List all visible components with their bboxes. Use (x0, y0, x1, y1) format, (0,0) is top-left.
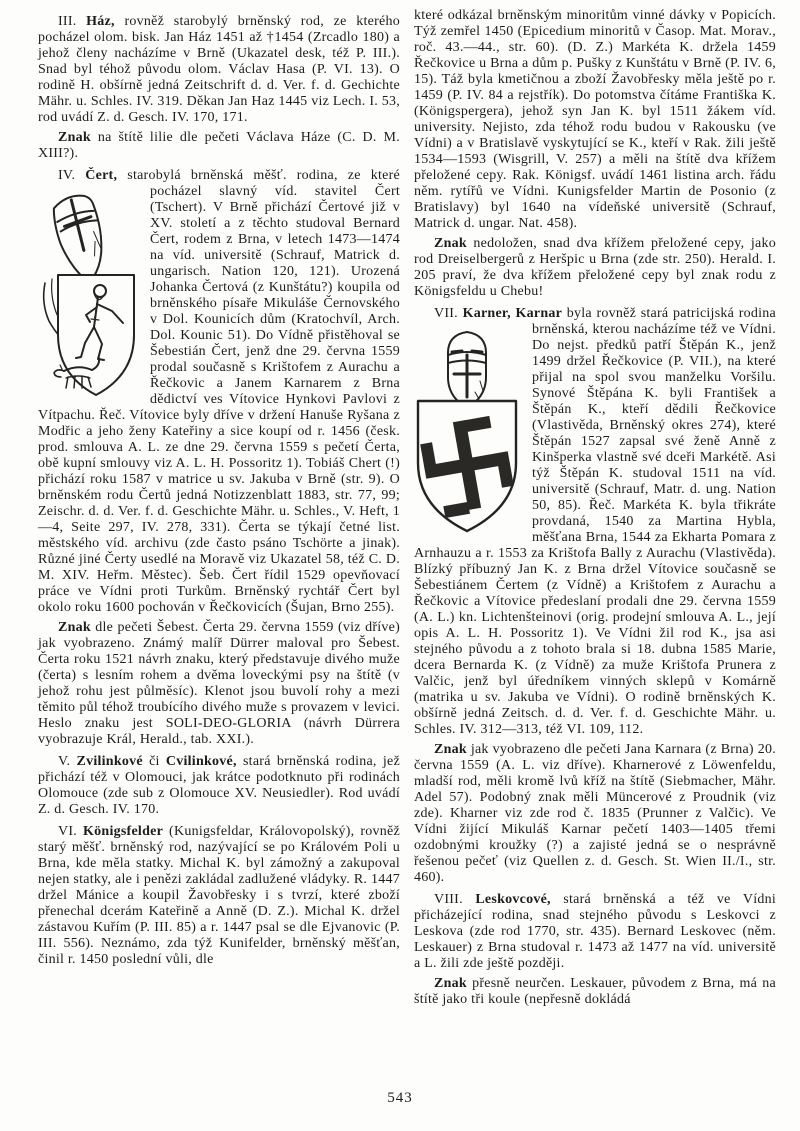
paragraph (414, 236, 776, 300)
body-text: které pocházel slavný víd. stavitel Čert (Tschert). V Brně přichází Čertové již v XV. století a z těchto studoval Bernard Čert, rodem z Brna, v letech 1473—1474 na víd. universitě (Schrauf, Matrick d. ungarisch. Nation 120, 121). Urozená Johanka Čertová (z Kunštátu?) koupila od brněnského písaře Mikuláše Černovského v Dol. Kounicích dům (Kratochvíl, Arch. Dol. Kounic 51). Do Vídně přistěhoval se Šebestián Čert, jenž dne 29. června 1559 prodal současně s Krištofem z Aurachu a Řečkovic a Janem Karnarem z Brna dědictví ves Vítovice Hynkovi Pavlovi z Vítpachu. Řeč. Vítovice byly dříve v držení Hanuše Ryšana z Modřic a jeho ženy Kateřiny a sice koupí od r. 1456 (česk. prod. smlouva A. L. ze dne 29. června 1559 s pečetí Čerta, obě kupní smlouvy viz A. L. H. Possoritz 1). Tobiáš Chert (!) přichází roku 1587 v matrice u sv. Jakuba v Brně (str. 9). O brněnském rodu Čertů jedná Notizzenblatt 1883, str. 77, 99; Zeischr. d. d. Ver. f. d. Geschichte Mähr. u. Schles., V. Heft, 1—4, Seite 297, IV. 278, 331). Čerta se týkají četné list. městského víd. archivu (zde často psáno Tschörte a jinak). Různé jiné Čerty usedlé na Moravě viz Ukazatel 58, též C. D. M. XIV. Heřm. Městec). Šeb. Čert řídil 1529 opevňovací práce ve Vídni proti Turkům. Brněnský rychtář Čert byl okolo roku 1600 pochován v Řečkovicích (Šujan, Brno 255). (38, 168, 400, 615)
paragraph (414, 8, 776, 232)
body-text: VII. (434, 306, 463, 321)
paragraph (38, 824, 400, 968)
body-text: přesně neurčen. Leskauer, původem z Brna, má na štítě jako tři koule (nepřesně dokládá (414, 976, 776, 1007)
emphasized-text: Znak (434, 976, 467, 991)
paragraph (38, 754, 400, 818)
body-text: stará brněnská a též ve Vídni přicházející rodina, snad stejného původu s Leskovci z Leskova (zde rod 1770, str. 435). Bernard Leskovec (něm. Leskauer) z Brna studoval r. 1473 až 1477 na víd. universitě a L. žili zde ještě později. (414, 892, 776, 971)
body-text: nedoložen, snad dva křížem přeložené cepy, jako rod Dreiselbergerů z Heršpic u Brna (zde str. 250). Herald. I. 205 praví, že dva křížem přeložené cepy byl znak rodu z Königsfeldu u Chebu! (414, 236, 776, 299)
body-text: či (142, 754, 166, 769)
emphasized-text: Königsfelder (83, 824, 164, 839)
emphasized-text: Zvilinkové (76, 754, 143, 769)
paragraph (38, 130, 400, 162)
emphasized-text: Čert, (85, 168, 118, 183)
body-text: rovněž starobylý brněnský rod, ze kterého pocházel olom. bisk. Jan Ház 1451 až †1454 (Zrcadlo 180) a jehož členy nacházíme v Brně (Ukazatel desk, též P. III.). Snad byl téhož původu olom. Václav Hasa (P. VI. 13). O rodině H. obšírně jedná Zeitschrift d. d. Ver. f. d. Gechichte Mähr. u. Schles. IV. 319. Děkan Jan Haz 1445 viz Lech. I. 53, rod uvádí Z. d. Gesch. IV. 170, 171. (38, 14, 400, 125)
column-right (414, 8, 776, 1008)
body-text: III. (58, 14, 87, 29)
emphasized-text: Znak (58, 620, 91, 635)
emphasized-text: Cvilinkové, (165, 754, 237, 769)
body-text: na štítě lilie dle pečeti Václava Háze (C. D. M. XIII?). (38, 130, 400, 161)
emphasized-text: Ház, (86, 14, 115, 29)
paragraph (414, 976, 776, 1008)
page-number: 543 (387, 1090, 413, 1106)
body-text: dle pečeti Šebest. Čerta 29. června 1559 (viz dříve) jak vyobrazeno. Známý malíř Dürrer maloval pro Šebest. Čerta roku 1521 návrh znaku, který představuje divého muže (čerta) s lesním rohem a dvěma loveckými psy na štítě (v jehož rohu jest půlměsíc). Klenot jsou buvolí rohy a mezi těmito půl téhož troubícího divého muže s provazem v levici. Heslo znaku jest SOLI-DEO-GLORIA (návrh Dürrera vyobrazuje Král, Herald., tab. XXI.). (38, 620, 400, 747)
paragraph (414, 742, 776, 886)
paragraph (414, 892, 776, 972)
emphasized-text: Znak (434, 236, 467, 251)
body-text: byla rovněž stará (562, 306, 674, 321)
emphasized-text: Karner, Karnar (462, 306, 563, 321)
column-left (38, 8, 400, 1008)
paragraph (38, 168, 400, 616)
emphasized-text: Leskovcové, (475, 892, 551, 907)
cert-coat-of-arms-drawing (38, 187, 138, 401)
body-text: jak vyobrazeno dle pečeti Jana Karnara (z Brna) 20. června 1559 (A. L. viz dříve). Kharnerové z Löwenfeldu, mladší rod, měli kromě lvů kříž na štítě (Siebmacher, Mähr. Adel 57). Podobný znak měli Müncerové z Proudnik (viz zde). Kharner viz zde rod č. 1835 (Prunner z Valčic). Ve Vídni žijící Mikuláš Karnar pečetí 1403—1405 třemi ozdobnými kroužky (?) a zajisté jedná se o nesprávně řešenou pečeť (viz Quellen z. d. Gesch. St. Wien II./I., str. 460). (414, 742, 776, 885)
body-text: stará brněnská rodina, jež přichází též v Olomouci, jak krátce podotknuto při rodinách Olomouce (zde sub z Olomouce XV. Neusiedler). Rod uvádí Z. d. Gesch. IV. 170. (38, 754, 400, 817)
body-text: VI. (58, 824, 84, 839)
body-text: VIII. (434, 892, 476, 907)
cert-coat-of-arms (38, 187, 138, 401)
emphasized-text: Znak (434, 742, 467, 757)
karner-coat-of-arms (414, 325, 520, 537)
emphasized-text: Znak (58, 130, 91, 145)
body-text: IV. (58, 168, 86, 183)
paragraph (38, 620, 400, 748)
body-text: které odkázal brněnským minoritům vinné dávky v Popicích. Týž zemřel 1450 (Epicedium minoritů v Časop. Mat. Morav., roč. 43.—44., str. 60). (D. Z.) Markéta K. držela 1459 Řečkovice u Brna a dům p. Pušky z Kunštátu v Brně (P. IV. 6, 15). Táž byla kmetičnou a zboží Žavobřesky měla ještě po r. 1459 (P. IV. 84 a rejstřík). Do potomstva čítáme Františka K. (Königspergera), jehož syn Jan K. byl 1511 žákem víd. university. Nejisto, zda téhož rodu budou v Rakousku (ve Vídni) a v Bratislavě vyskytující se K., kteří v Rak. žili ještě 1534—1593 (Wisgrill, V. 257) a měli na štítě dva křížem přeložené cepy. Rak. Königsf. uvádí 1461 listina arch. řádu něm. rytířů ve Vídni. Kunigsfelder Martin de Posonio (z Bratislavy) byl 1640 na vídeňské universitě (Schrauf, Matrick d. ungar. Nat. 458). (414, 8, 776, 231)
body-text: starobylá brněnská měšť. rodina, ze (117, 168, 371, 183)
body-text: (Kunigsfeldar, Královopolský), rovněž starý měšť. brněnský rod, nazývající se po Královém Poli u Brna, kde měla statky. Michal K. byl zámožný a zakupoval nejen statky, ale i penězi zakládal zadlužené vládyky. R. 1447 držel Mánice a koupil Žavobřesky i s tvrzí, které zboží přenechal dcerám Kateřině a Anně (D. Z.). Michal K. držel zástavou Kuřím (P. III. 85) a r. 1447 psal se dle Ejvanovic (P. III. 556). Neznámo, zda týž Kunifelder, brněnský měšťan, činil r. 1450 poslední vůli, dle (38, 824, 400, 967)
paragraph (38, 14, 400, 126)
body-text: V. (58, 754, 77, 769)
karner-coat-of-arms-drawing (414, 325, 520, 537)
paragraph (414, 306, 776, 738)
body-text: patricijská rodina brněnská, kterou nacházíme též ve Vídni. Do nejst. předků patří Štěpán K., jenž 1499 držel Řečkovice (P. VII.), na které přijal na spol svou manželku Voršilu. Synové Štěpána K. byli František a Štěpán K., kteří dědili Řečkovice (Vlastivěda, Brněnský okres 274), které Štěpán 1527 zapsal své ženě Anně z Kinšperka vlastně své dceři Markétě. Asi týž Štěpán K. studoval 1511 na víd. universitě (Schrauf, Matr. d. ung. Nation 50, 85). Řeč. Markéta K. byla třikráte provdaná, 1540 za Martina Hybla, měšťana Brna, 1544 za Ekharta Pomara z Arnhauzu a r. 1553 za Krištofa Bally z Aurachu (Vlastivěda). Blízký příbuzný Jan K. z Brna držel Vítovice současně se Šebestiánem Čertem (z Vídně) a Krištofem z Aurachu a Řečkovic a Vítovice předeslaní prodali dne 29. června 1559 (A. L.) kn. Lichtenšteinovi (orig. prodejní smlouva A. L., její opis A. L. H. Possoritz 1). Ve Vídni žil rod K., jsa asi stejného původu a z tohoto brala si 18. dubna 1585 Marie, dcera Bernarda K. (z Vídně) za muže Krištofa Prunera z Valčic, jenž byl úředníkem vinných sklepů v Komárně (matrika u sv. Jakuba ve Vídni). O rodině brněnských K. obšírně jedná Zeitsch. d. d. Ver. f. d. Geschichte Mähr. u. Schles. IV. 312—313, též VI. 109, 112. (414, 306, 777, 737)
